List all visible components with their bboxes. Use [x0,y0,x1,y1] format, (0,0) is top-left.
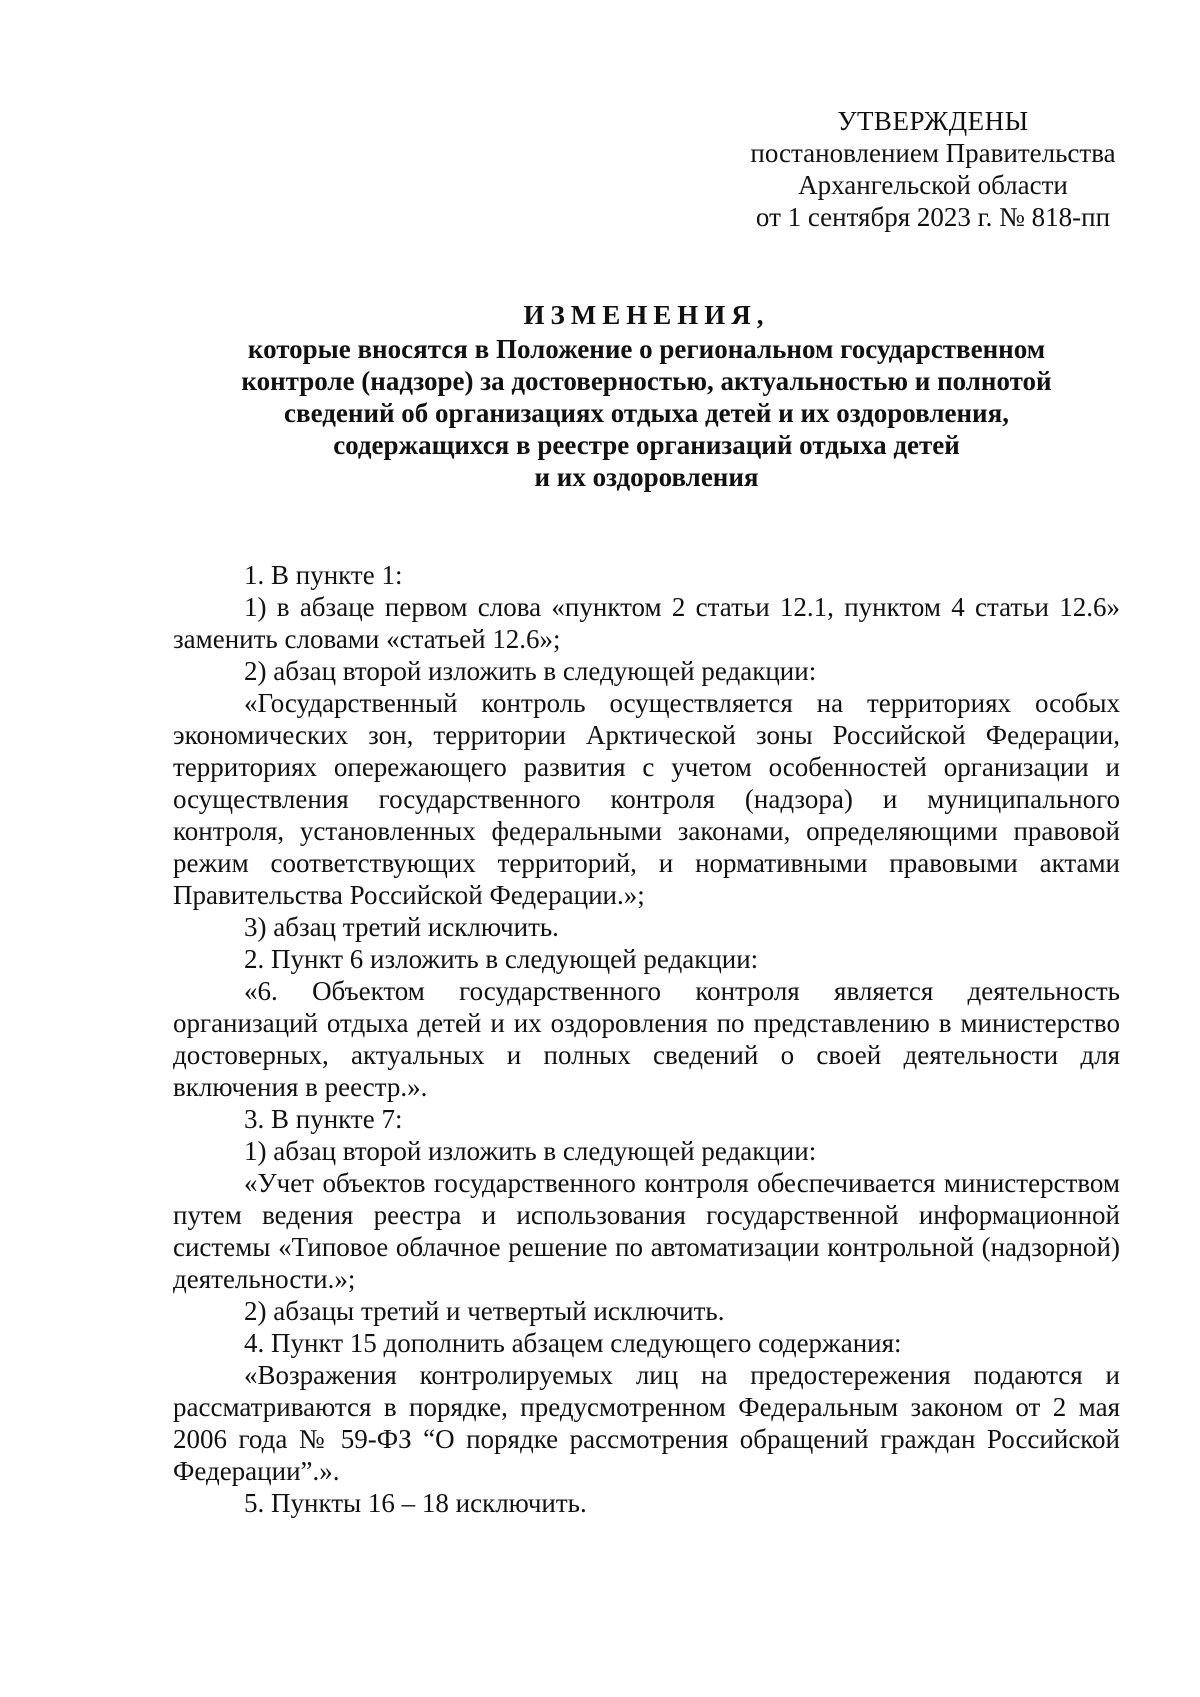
paragraph: 2) абзацы третий и четвертый исключить. [244,1296,725,1326]
approval-block [733,105,1133,233]
paragraph: 3) абзац третий исключить. [244,912,559,942]
paragraph: 2) абзац второй изложить в следующей редакции: [244,656,817,686]
paragraph: «6. Объектом государственного контроля является деятельность организаций отдыха детей и их оздоровления по представлению в министерство достоверных, актуальных и полных сведений о своей деятельности для включения в реестр.». [173,976,1120,1102]
approval-date-number: от 1 сентября 2023 г. № 818-пп [755,202,1111,232]
paragraph: 2. Пункт 6 изложить в следующей редакции: [244,944,759,974]
document-title [173,299,1120,493]
paragraph: 1) абзац второй изложить в следующей редакции: [244,1136,817,1166]
paragraph: 5. Пункты 16 – 18 исключить. [244,1488,587,1518]
title-headline: ИЗМЕНЕНИЯ, [523,300,770,330]
paragraph: 1) в абзаце первом слова «пунктом 2 статьи 12.1, пунктом 4 статьи 12.6» заменить словами «статьей 12.6»; [173,592,1120,654]
approval-line: Архангельской области [798,170,1068,200]
paragraph: «Учет объектов государственного контроля обеспечивается министерством путем ведения реестра и использования государственной информационной системы «Типовое облачное решение по автоматизации контрольной (надзорной) деятельности.»; [173,1168,1120,1294]
approval-line: постановлением Правительства [750,138,1116,168]
paragraph: «Возражения контролируемых лиц на предостережения подаются и рассматриваются в порядке, предусмотренном Федеральным законом от 2 мая 2006 года № 59-ФЗ “О порядке рассмотрения обращений граждан Российской Федерации”.». [173,1360,1120,1486]
paragraph: 4. Пункт 15 дополнить абзацем следующего содержания: [244,1328,902,1358]
paragraph: «Государственный контроль осуществляется на территориях особых экономических зон, территории Арктической зоны Российской Федерации, территориях опережающего развития с учетом особенностей организации и осуществления государственного контроля (надзора) и муниципального контроля, установленных федеральными законами, определяющими правовой режим соответствующих территорий, и нормативными правовыми актами Правительства Российской Федерации.»; [173,688,1120,910]
title-line: контроле (надзоре) за достоверностью, актуальностью и полнотой [241,366,1052,396]
title-line: сведений об организациях отдыха детей и их оздоровления, [284,398,1009,428]
approval-stamp: УТВЕРЖДЕНЫ [837,106,1029,136]
paragraph: 3. В пункте 7: [244,1104,403,1134]
title-line: которые вносятся в Положение о региональном государственном [247,334,1046,364]
document-body [173,559,1120,1519]
paragraph: 1. В пункте 1: [244,560,403,590]
title-line: содержащихся в реестре организаций отдыха детей [333,430,960,460]
title-line: и их оздоровления [534,462,759,492]
